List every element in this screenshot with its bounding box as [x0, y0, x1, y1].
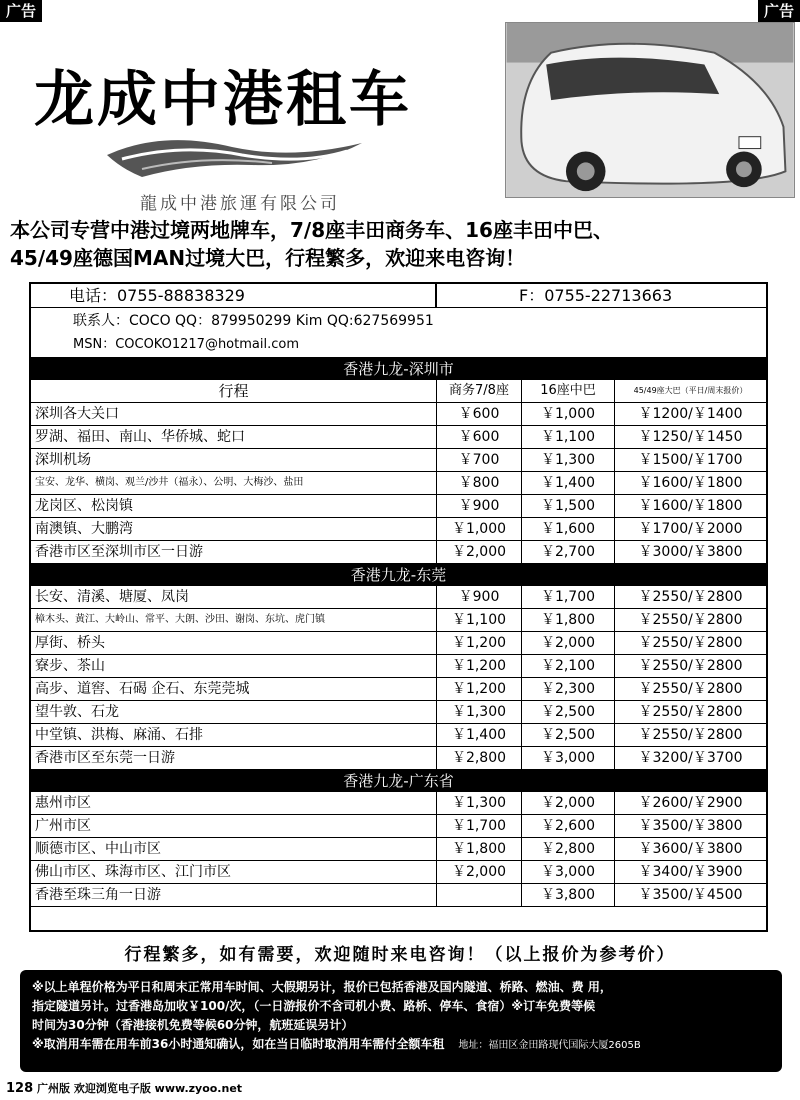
notice-cancel: ※取消用车需在用车前36小时通知确认，如在当日临时取消用车需付全额车租 — [32, 1037, 445, 1051]
table-cell: ￥1,300 — [437, 701, 522, 723]
table-cell: ￥3,800 — [522, 884, 615, 906]
table-cell: ￥1,200 — [437, 655, 522, 677]
table-cell: ￥600 — [437, 426, 522, 448]
table-cell: ￥3200/￥3700 — [638, 750, 743, 766]
table-row — [31, 586, 766, 609]
table-cell: ￥1700/￥2000 — [638, 521, 743, 537]
table-cell: ￥2,000 — [437, 541, 522, 563]
address: 地址：福田区金田路现代国际大厦2605B — [458, 1040, 641, 1051]
table-cell: ￥2550/￥2800 — [638, 681, 743, 697]
table-cell: ￥1,200 — [437, 632, 522, 654]
table-row — [31, 403, 766, 426]
notice-line-4 — [32, 1035, 770, 1055]
edition: 广州版 — [36, 1082, 70, 1095]
table-cell: 香港市区至深圳市区一日游 — [31, 541, 437, 563]
price-table — [29, 282, 768, 932]
table-row — [31, 701, 766, 724]
table-cell: ￥2,500 — [522, 701, 615, 723]
table-cell: ￥1,300 — [522, 449, 615, 471]
table-cell: 高步、道窖、石碣 企石、东莞莞城 — [31, 678, 437, 700]
notice-line-1: ※以上单程价格为平日和周末正常用车时间、大假期另计，报价已包括香港及国内隧道、桥路、燃油、费 用， — [32, 980, 612, 994]
contact-row — [31, 284, 766, 308]
table-cell: 深圳机场 — [31, 449, 437, 471]
table-cell: ￥2550/￥2800 — [638, 727, 743, 743]
table-cell: ￥3000/￥3800 — [638, 544, 743, 560]
table-cell: ￥1,400 — [522, 472, 615, 494]
table-cell: ￥2,100 — [522, 655, 615, 677]
table-cell: ￥3500/￥4500 — [638, 887, 743, 903]
ad-tag-left: 广告 — [0, 0, 42, 22]
table-body — [31, 358, 766, 907]
table-cell: ￥1,100 — [522, 426, 615, 448]
table-cell: 罗湖、福田、南山、华侨城、蛇口 — [31, 426, 437, 448]
table-row — [31, 632, 766, 655]
table-cell: 45/49座大巴（平日/周末报价） — [633, 386, 748, 395]
table-cell: ￥2,800 — [437, 747, 522, 769]
table-cell: ￥1,600 — [522, 518, 615, 540]
intro-line-1: 本公司专营中港过境两地牌车，7/8座丰田商务车、16座丰田中巴、 — [10, 218, 613, 242]
table-cell: 厚街、桥头 — [31, 632, 437, 654]
table-cell: 中堂镇、洪梅、麻涌、石排 — [31, 724, 437, 746]
table-row — [31, 518, 766, 541]
table-row — [31, 472, 766, 495]
table-cell: 望牛敦、石龙 — [31, 701, 437, 723]
table-cell: 宝安、龙华、横岗、观兰/沙井（福永）、公明、大梅沙、盐田 — [31, 472, 437, 494]
table-cell: ￥2550/￥2800 — [638, 704, 743, 720]
section-header: 香港九龙-深圳市 — [31, 358, 766, 380]
table-cell: ￥2550/￥2800 — [638, 658, 743, 674]
column-header-row — [31, 380, 766, 403]
table-cell: ￥1,800 — [437, 838, 522, 860]
table-cell: 樟木头、黄江、大岭山、常平、大朗、沙田、谢岗、东坑、虎门镇 — [31, 609, 437, 631]
table-cell: ￥3400/￥3900 — [638, 864, 743, 880]
table-cell: 香港至珠三角一日游 — [31, 884, 437, 906]
section-header: 香港九龙-广东省 — [31, 770, 766, 792]
page-number: 128 — [6, 1081, 34, 1096]
table-cell: 顺德市区、中山市区 — [31, 838, 437, 860]
ad-tag-right: 广告 — [758, 0, 800, 22]
table-cell: ￥1,700 — [522, 586, 615, 608]
table-cell: ￥800 — [437, 472, 522, 494]
table-cell: ￥900 — [437, 495, 522, 517]
table-cell: ￥3,000 — [522, 747, 615, 769]
table-cell: ￥2550/￥2800 — [638, 589, 743, 605]
table-cell: ￥3500/￥3800 — [638, 818, 743, 834]
table-row — [31, 861, 766, 884]
table-cell: 行程 — [31, 380, 437, 402]
contact-msn: MSN：COCOKO1217@hotmail.com — [31, 334, 766, 358]
table-cell: 香港市区至东莞一日游 — [31, 747, 437, 769]
table-row — [31, 792, 766, 815]
site-link: 欢迎浏览电子版 www.zyoo.net — [73, 1082, 243, 1095]
table-cell: 寮步、茶山 — [31, 655, 437, 677]
table-row — [31, 449, 766, 472]
table-row — [31, 747, 766, 770]
notice-line-3: 时间为30分钟（香港接机免费等候60分钟，航班延误另计） — [32, 1018, 354, 1032]
table-cell: ￥2,800 — [522, 838, 615, 860]
table-cell: ￥1,700 — [437, 815, 522, 837]
table-cell: 佛山市区、珠海市区、江门市区 — [31, 861, 437, 883]
company-name: 龍成中港旅運有限公司 — [140, 194, 340, 214]
table-cell: ￥2,500 — [522, 724, 615, 746]
intro-line-2: 45/49座德国MAN过境大巴，行程繁多，欢迎来电咨询！ — [10, 246, 526, 270]
footnote: 行程繁多，如有需要，欢迎随时来电咨询！（以上报价为参考价） — [124, 945, 676, 965]
table-row — [31, 655, 766, 678]
table-cell: ￥1600/￥1800 — [638, 475, 743, 491]
table-row — [31, 609, 766, 632]
table-cell: ￥900 — [437, 586, 522, 608]
table-cell: ￥2,000 — [522, 632, 615, 654]
table-cell: ￥1,200 — [437, 678, 522, 700]
table-cell: ￥2,600 — [522, 815, 615, 837]
table-cell: ￥1600/￥1800 — [638, 498, 743, 514]
table-cell: ￥1250/￥1450 — [638, 429, 743, 445]
section-header: 香港九龙-东莞 — [31, 564, 766, 586]
brand-title: 龙成中港租车 — [34, 65, 412, 135]
table-cell: ￥3,000 — [522, 861, 615, 883]
table-row — [31, 884, 766, 907]
table-cell: ￥1,000 — [522, 403, 615, 425]
table-cell: 广州市区 — [31, 815, 437, 837]
notice-line-2: 指定隧道另计。过香港岛加收￥100/次，（一日游报价不含司机小费、路桥、停车、食宿）※订车免费等候 — [32, 999, 596, 1013]
page-footer — [6, 1080, 242, 1096]
table-cell: ￥1,800 — [522, 609, 615, 631]
table-cell: ￥1,400 — [437, 724, 522, 746]
table-cell: 长安、清溪、塘厦、凤岗 — [31, 586, 437, 608]
contact-people: 联系人：COCO QQ：879950299 Kim QQ:627569951 — [73, 313, 434, 329]
table-cell: ￥1500/￥1700 — [638, 452, 743, 468]
table-row — [31, 724, 766, 747]
table-cell: 商务7/8座 — [437, 380, 522, 402]
table-cell: 龙岗区、松岗镇 — [31, 495, 437, 517]
table-cell: ￥2550/￥2800 — [638, 612, 743, 628]
table-row — [31, 426, 766, 449]
notice-box — [20, 970, 782, 1072]
table-cell: 惠州市区 — [31, 792, 437, 814]
table-cell: 南澳镇、大鹏湾 — [31, 518, 437, 540]
table-cell: ￥1,300 — [437, 792, 522, 814]
intro-text — [10, 216, 795, 272]
dragon-logo — [102, 125, 367, 187]
table-cell: ￥1,500 — [522, 495, 615, 517]
table-row — [31, 815, 766, 838]
table-cell: 深圳各大关口 — [31, 403, 437, 425]
van-photo — [505, 22, 795, 198]
table-row — [31, 678, 766, 701]
table-row — [31, 541, 766, 564]
table-cell: ￥3600/￥3800 — [638, 841, 743, 857]
table-cell: ￥1,100 — [437, 609, 522, 631]
table-cell: ￥1200/￥1400 — [638, 406, 743, 422]
table-cell: ￥2,000 — [522, 792, 615, 814]
table-cell: ￥600 — [437, 403, 522, 425]
table-cell — [437, 884, 522, 906]
table-cell: ￥2550/￥2800 — [638, 635, 743, 651]
tel: 电话：0755-88838329 — [31, 284, 437, 307]
table-cell: ￥700 — [437, 449, 522, 471]
fax: F：0755-22713663 — [519, 286, 673, 305]
table-row — [31, 495, 766, 518]
table-cell: ￥2,300 — [522, 678, 615, 700]
table-cell: ￥2,700 — [522, 541, 615, 563]
table-row — [31, 838, 766, 861]
table-cell: 16座中巴 — [522, 380, 615, 402]
table-cell: ￥2600/￥2900 — [638, 795, 743, 811]
table-cell: ￥1,000 — [437, 518, 522, 540]
table-cell: ￥2,000 — [437, 861, 522, 883]
